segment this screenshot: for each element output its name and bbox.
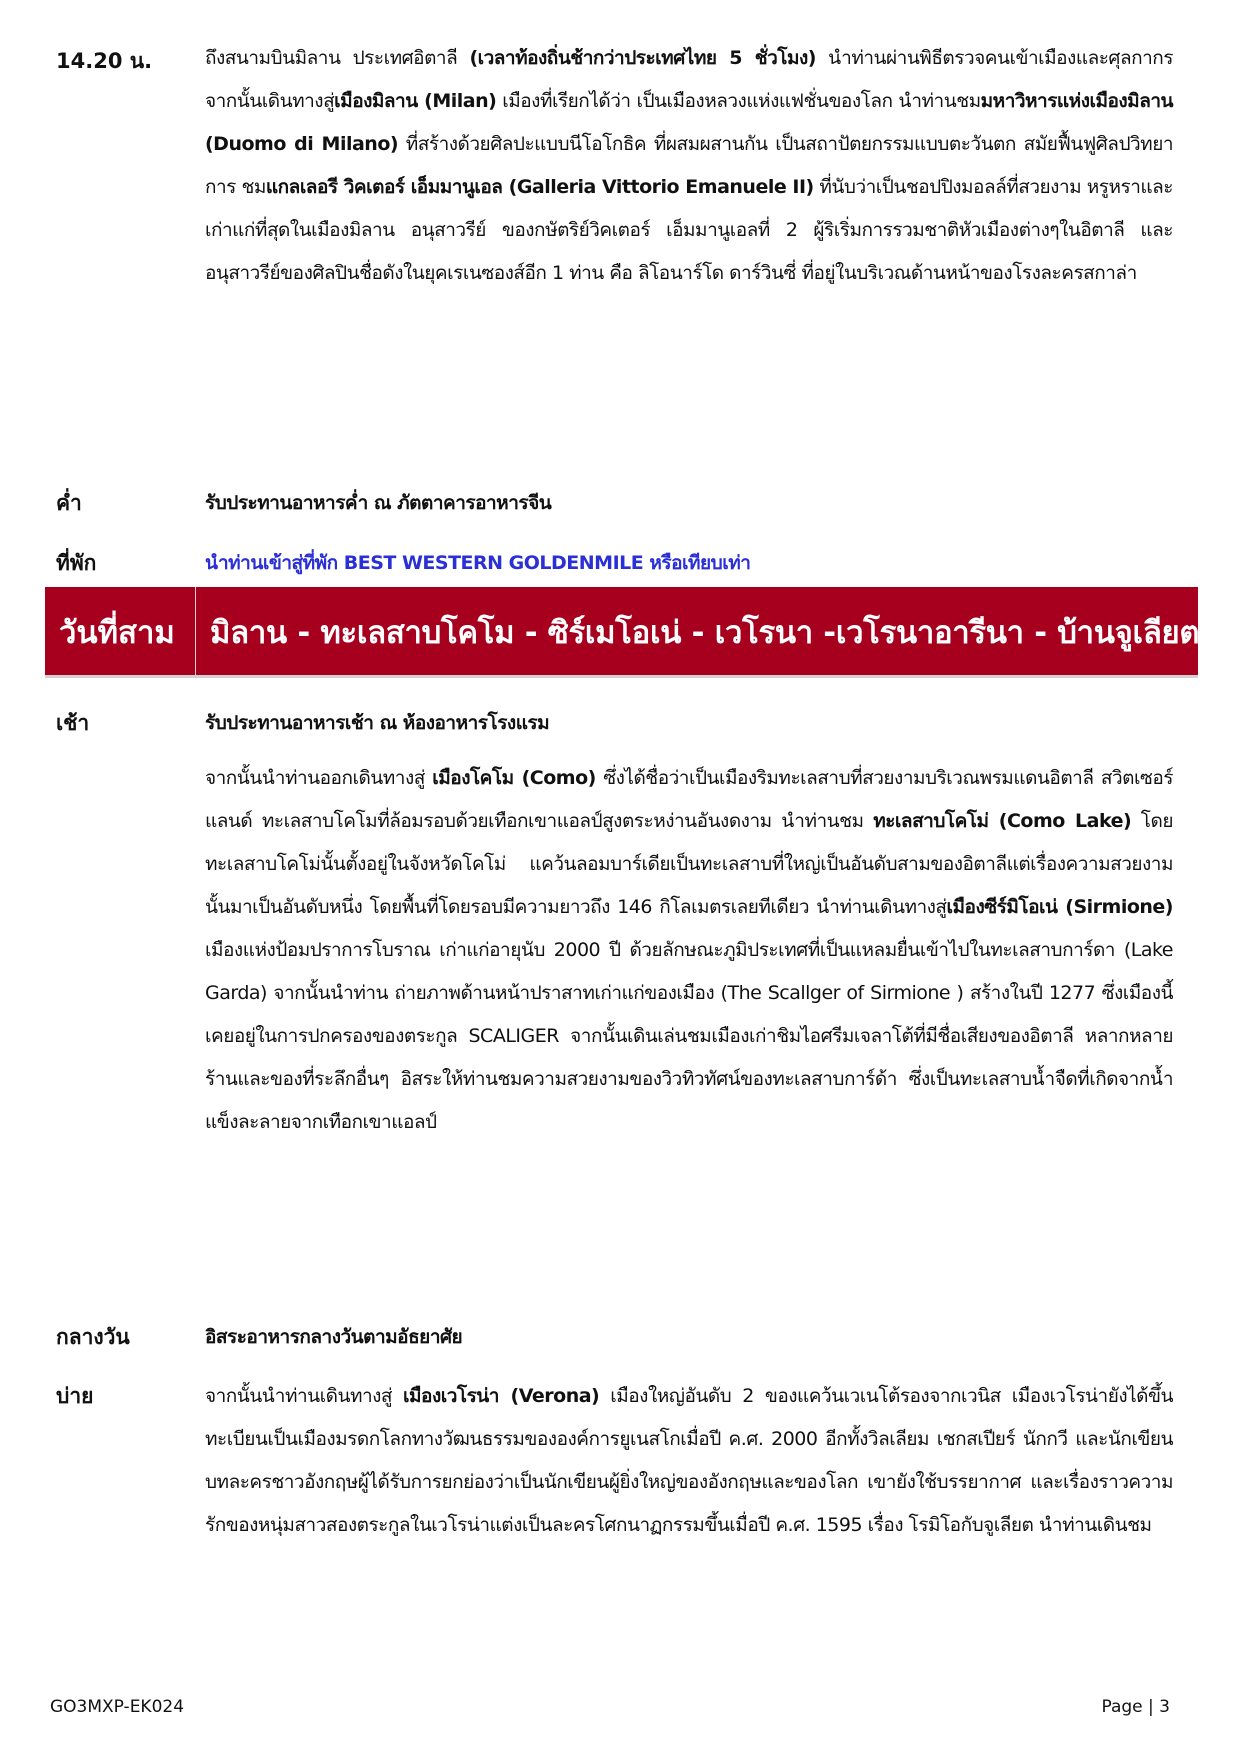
- afternoon-label: บ่าย: [56, 1384, 94, 1408]
- lunch-text: อิสระอาหารกลางวันตามอัธยาศัย: [205, 1326, 463, 1348]
- lunch-label: กลางวัน: [56, 1325, 130, 1349]
- text-run: ซึ่งได้ชื่อว่าเป็นเมืองริมทะเลสาบที่สวยงามบริเวณพรมแดนอิตาลี สวิตเซอร์แลนด์ ทะเลสาบโคโมที่ล้อมรอบด้วยเทือกเขาแอลป์สูงตระหง่านอันงดงาม นำท่านชม: [205, 767, 1173, 832]
- arrival-description: [205, 37, 1173, 295]
- morning-description: [205, 757, 1173, 1144]
- como-lake: ทะเลสาบโคโม่ (Como Lake): [873, 810, 1132, 832]
- breakfast-text: รับประทานอาหารเช้า ณ ห้องอาหารโรงแรม: [205, 712, 550, 734]
- text-run: จากนั้นนำท่านออกเดินทางสู่: [205, 767, 433, 789]
- dinner-label: ค่ำ: [56, 491, 82, 515]
- hotel-label: ที่พัก: [56, 551, 97, 575]
- day-banner: [45, 587, 1198, 678]
- text-run: ถึงสนามบินมิลาน ประเทศอิตาลี: [205, 47, 470, 69]
- page-number: Page | 3: [1101, 1697, 1170, 1717]
- text-run: จากนั้นนำท่านเดินทางสู่: [205, 1385, 404, 1407]
- verona-city: เมืองเวโรน่า (Verona): [403, 1385, 600, 1407]
- text-run: โดยทะเลสาบโคโม่นั้นตั้งอยู่ในจังหวัดโคโม่ แคว้นลอมบาร์เดียเป็นทะเลสาบที่ใหญ่เป็นอันดับสามของอิตาลีแต่เรื่องความสวยงามนั้นมาเป็นอันดับหนึ่ง โดยพื้นที่โดยรอบมีความยาวถึง 146 กิโลเมตรเลยทีเดียว นำท่านเดินทางสู่: [205, 810, 1173, 918]
- dinner-text: รับประทานอาหารค่ำ ณ ภัตตาคารอาหารจีน: [205, 492, 552, 514]
- milan-city: เมืองมิลาน (Milan): [334, 90, 497, 112]
- banner-divider: [195, 587, 196, 675]
- afternoon-description: [205, 1375, 1173, 1547]
- text-run: เมืองที่เรียกได้ว่า เป็นเมืองหลวงแห่งแฟชั่นของโลก นำท่านชม: [496, 90, 981, 112]
- arrival-time: 14.20 น.: [56, 49, 153, 73]
- day-title: วันที่สาม: [59, 615, 175, 651]
- duomo-di-milano: มหาวิหารแห่งเมืองมิลาน (Duomo di Milano): [205, 90, 1174, 155]
- breakfast-label: เช้า: [56, 711, 90, 735]
- como-city: เมืองโคโม (Como): [432, 767, 596, 789]
- text-run: เมืองแห่งป้อมปราการโบราณ เก่าแก่อายุนับ 2000 ปี ด้วยลักษณะภูมิประเทศที่เป็นแหลมยื่นเข้าไปในทะเลสาบการ์ดา (Lake Garda) จากนั้นนำท่าน ถ่ายภาพด้านหน้าปราสาทเก่าแก่ของเมือง (The Scallger of Sirmione ) สร้างในปี 1277 ซึ่งเมืองนี้เคยอยู่ในการปกครองของตระกูล SCALIGER จากนั้นเดินเล่นชมเมืองเก่าชิมไอศรีมเจลาโต้ที่มีชื่อเสียงของอิตาลี หลากหลายร้านและของที่ระลึกอื่นๆ อิสระให้ท่านชมความสวยงามของวิวทิวทัศน์ของทะเลสาบการ์ด้า ซึ่งเป็นทะเลสาบน้ำจืดที่เกิดจากน้ำแข็งละลายจากเทือกเขาแอลป์: [205, 939, 1173, 1133]
- text-run: ที่นับว่าเป็นชอปปิงมอลล์ที่สวยงาม หรูหราและเก่าแก่ที่สุดในเมืองมิลาน อนุสาวรีย์ ของกษัตริย์วิคเตอร์ เอ็มมานูเอลที่ 2 ผู้ริเริ่มการรวมชาติหัวเมืองต่างๆในอิตาลี และอนุสาวรีย์ของศิลปินชื่อดังในยุคเรเนซองส์อีก 1 ท่าน คือ ลิโอนาร์โด ดาร์วินซี่ ที่อยู่ในบริเวณด้านหน้าของโรงละครสกาล่า: [205, 176, 1173, 284]
- galleria-vittorio: แกลเลอรี วิคเตอร์ เอ็มมานูเอล (Galleria Vittorio Emanuele II): [265, 176, 814, 198]
- day-route: มิลาน - ทะเลสาบโคโม - ซิร์เมโอเน่ - เวโรนา -เวโรนาอารีนา - บ้านจูเลียต: [210, 615, 1200, 651]
- hotel-text: นำท่านเข้าสู่ที่พัก BEST WESTERN GOLDENMILE หรือเทียบเท่า: [205, 552, 751, 574]
- tour-code: GO3MXP-EK024: [50, 1697, 185, 1717]
- timezone-note: (เวลาท้องถิ่นช้ากว่าประเทศไทย 5 ชั่วโมง): [469, 47, 816, 69]
- text-run: ที่สร้างด้วยศิลปะแบบนีโอโกธิค ที่ผสมผสานกัน เป็นสถาปัตยกรรมแบบตะวันตก สมัยฟื้นฟูศิลปวิทยาการ ชม: [205, 133, 1173, 198]
- text-run: เมืองใหญ่อันดับ 2 ของแคว้นเวเนโต้รองจากเวนิส เมืองเวโรน่ายังได้ขึ้นทะเบียนเป็นเมืองมรดกโลกทางวัฒนธรรมขององค์การยูเนสโกเมื่อปี ค.ศ. 2000 อีกทั้งวิลเลียม เชกสเปียร์ นักกวี และนักเขียนบทละครชาวอังกฤษผู้ได้รับการยกย่องว่าเป็นนักเขียนผู้ยิ่งใหญ่ของอังกฤษและของโลก เขายังใช้บรรยากาศ และเรื่องราวความรักของหนุ่มสาวสองตระกูลในเวโรน่าแต่งเป็นละครโศกนาฏกรรมขึ้นเมื่อปี ค.ศ. 1595 เรื่อง โรมิโอกับจูเลียต นำท่านเดินชม: [205, 1385, 1173, 1536]
- text-run: นำท่านผ่านพิธีตรวจคนเข้าเมืองและศุลกากร จากนั้นเดินทางสู่: [205, 47, 1174, 112]
- sirmione-city: เมืองซีร์มิโอเน่ (Sirmione): [946, 896, 1173, 918]
